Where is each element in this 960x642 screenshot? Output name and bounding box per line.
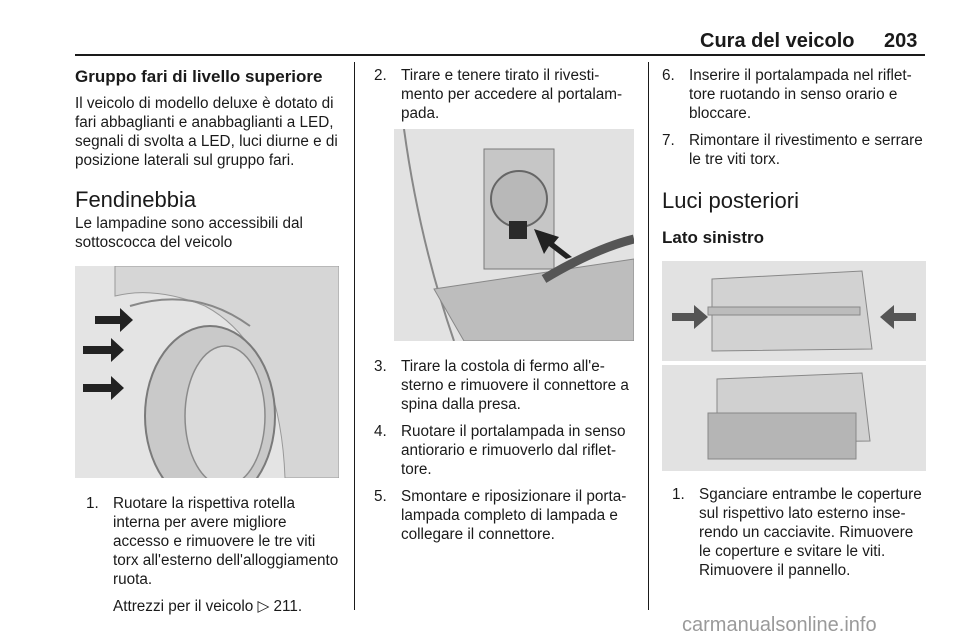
step-text: Inserire il portalampada nel riflettore ruotando in senso orario e bloccare. <box>689 67 912 122</box>
column-divider <box>648 62 649 610</box>
fog-light-heading: Fendinebbia <box>75 187 197 212</box>
left-side-heading: Lato sinistro <box>662 228 765 247</box>
rear-light-figure <box>662 261 926 471</box>
step-text: Ruotare la rispettiva rotella interna per avere migliore accesso e rimuovere le tre viti torx all'esterno dell'alloggiamento ruota. <box>113 495 339 588</box>
step-number: 1. <box>86 495 99 512</box>
step-item <box>662 66 926 123</box>
tools-text: Attrezzi per il veicolo <box>113 598 254 615</box>
column-1 <box>75 66 343 616</box>
column-2 <box>374 66 634 544</box>
step-number: 1. <box>672 486 685 503</box>
column-3 <box>662 66 926 580</box>
step-number: 2. <box>374 67 387 84</box>
step-number: 3. <box>374 358 387 375</box>
step-text: Tirare e tenere tirato il rivestimento per accedere al portalampada. <box>401 67 623 122</box>
column-divider <box>354 62 355 610</box>
step-item <box>374 66 634 123</box>
page-reference-arrow-icon: ▷ <box>257 598 270 615</box>
tools-page-link[interactable]: 211. <box>273 598 303 615</box>
step-number: 4. <box>374 423 387 440</box>
header-rule <box>75 54 925 56</box>
step-text: Rimontare il rivestimento e serrare le tre viti torx. <box>689 132 923 168</box>
step-text: Ruotare il portalampada in senso antiorario e rimuoverlo dal riflettore. <box>401 423 626 478</box>
step-text: Smontare e riposizionare il portalampada completo di lampada e collegare il connettore. <box>401 488 627 543</box>
step-text: Sganciare entrambe le coperture sul rispettivo lato esterno inserendo un cacciavite. Rimuovere le coperture e svitare le viti. Rimuovere il pannello. <box>699 486 922 579</box>
rear-panel-illustration <box>662 261 926 471</box>
page-number: 203 <box>884 30 918 52</box>
lamp-holder-illustration <box>394 129 634 341</box>
step-item <box>662 131 926 169</box>
rear-lights-heading: Luci posteriori <box>662 188 799 213</box>
lamp-holder-figure <box>394 129 634 341</box>
section-heading: Gruppo fari di livello superiore <box>75 67 323 86</box>
step-item <box>374 487 634 544</box>
section-paragraph: Il veicolo di modello deluxe è dotato di fari abbaglianti e anabbaglianti a LED, segnali di svolta a LED, luci diurne e di posizione laterali sul gruppo fari. <box>75 95 338 169</box>
step-number: 7. <box>662 132 675 149</box>
step-number: 6. <box>662 67 675 84</box>
step-item <box>672 485 926 580</box>
step-item <box>374 357 634 414</box>
fog-light-figure <box>75 266 339 478</box>
fog-light-paragraph: Le lampadine sono accessibili dal sottoscocca del veicolo <box>75 215 303 251</box>
step-text: Tirare la costola di fermo all'esterno e rimuovere il connettore a spina dalla presa. <box>401 358 629 413</box>
page-header-title: Cura del veicolo <box>700 30 855 52</box>
wheel-arch-illustration <box>75 266 339 478</box>
watermark: carmanualsonline.info <box>682 614 877 636</box>
step-number: 5. <box>374 488 387 505</box>
step-item <box>374 422 634 479</box>
step-item <box>86 494 343 589</box>
tools-reference <box>113 597 343 616</box>
